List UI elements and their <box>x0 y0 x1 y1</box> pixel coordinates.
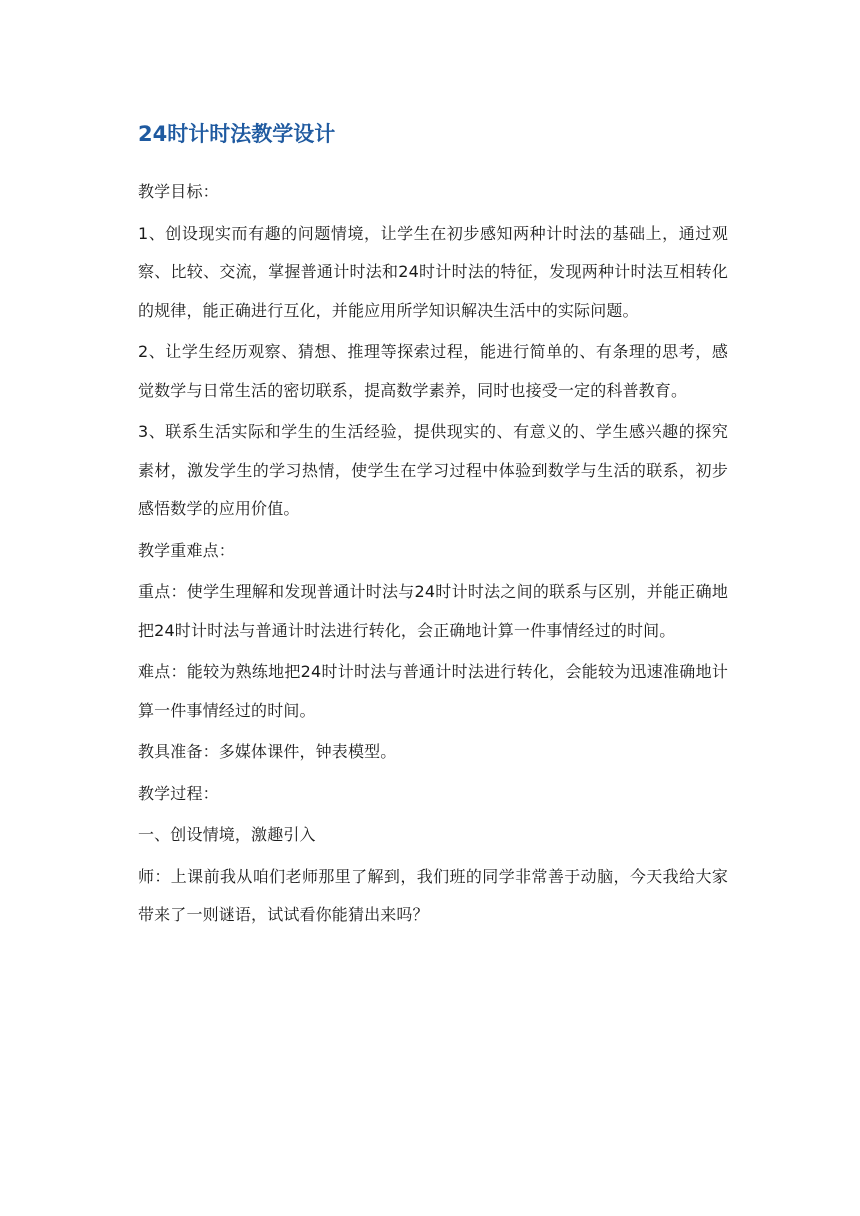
paragraph-difficulty: 难点：能较为熟练地把24时计时法与普通计时法进行转化，会能较为迅速准确地计算一件事情经过的时间。 <box>138 662 728 720</box>
paragraph-key-point: 重点：使学生理解和发现普通计时法与24时计时法之间的联系与区别，并能正确地把24时计时法与普通计时法进行转化，会正确地计算一件事情经过的时间。 <box>138 582 728 640</box>
document-body <box>138 173 728 938</box>
paragraph-teaching-goals-heading: 教学目标： <box>138 182 219 201</box>
paragraph-goal-3: 3、联系生活实际和学生的生活经验，提供现实的、有意义的、学生感兴趣的探究素材，激发学生的学习热情，使学生在学习过程中体验到数学与生活的联系，初步感悟数学的应用价值。 <box>138 422 728 518</box>
paragraph-goal-2: 2、让学生经历观察、猜想、推理等探索过程，能进行简单的、有条理的思考，感觉数学与日常生活的密切联系，提高数学素养，同时也接受一定的科普教育。 <box>138 342 728 400</box>
paragraph-teacher-intro: 师：上课前我从咱们老师那里了解到，我们班的同学非常善于动脑，今天我给大家带来了一则谜语，试试看你能猜出来吗？ <box>138 866 728 924</box>
document-title: 24时计时法教学设计 <box>138 122 336 146</box>
paragraph-goal-1: 1、创设现实而有趣的问题情境，让学生在初步感知两种计时法的基础上，通过观察、比较、交流，掌握普通计时法和24时计时法的特征，发现两种计时法互相转化的规律，能正确进行互化，并能应用所学知识解决生活中的实际问题。 <box>138 223 728 320</box>
paragraph-key-points-heading: 教学重难点： <box>138 540 235 560</box>
paragraph-process-heading: 教学过程： <box>138 783 219 803</box>
paragraph-teaching-aids: 教具准备：多媒体课件，钟表模型。 <box>138 742 397 761</box>
paragraph-section-1-heading: 一、创设情境，激趣引入 <box>138 825 316 844</box>
